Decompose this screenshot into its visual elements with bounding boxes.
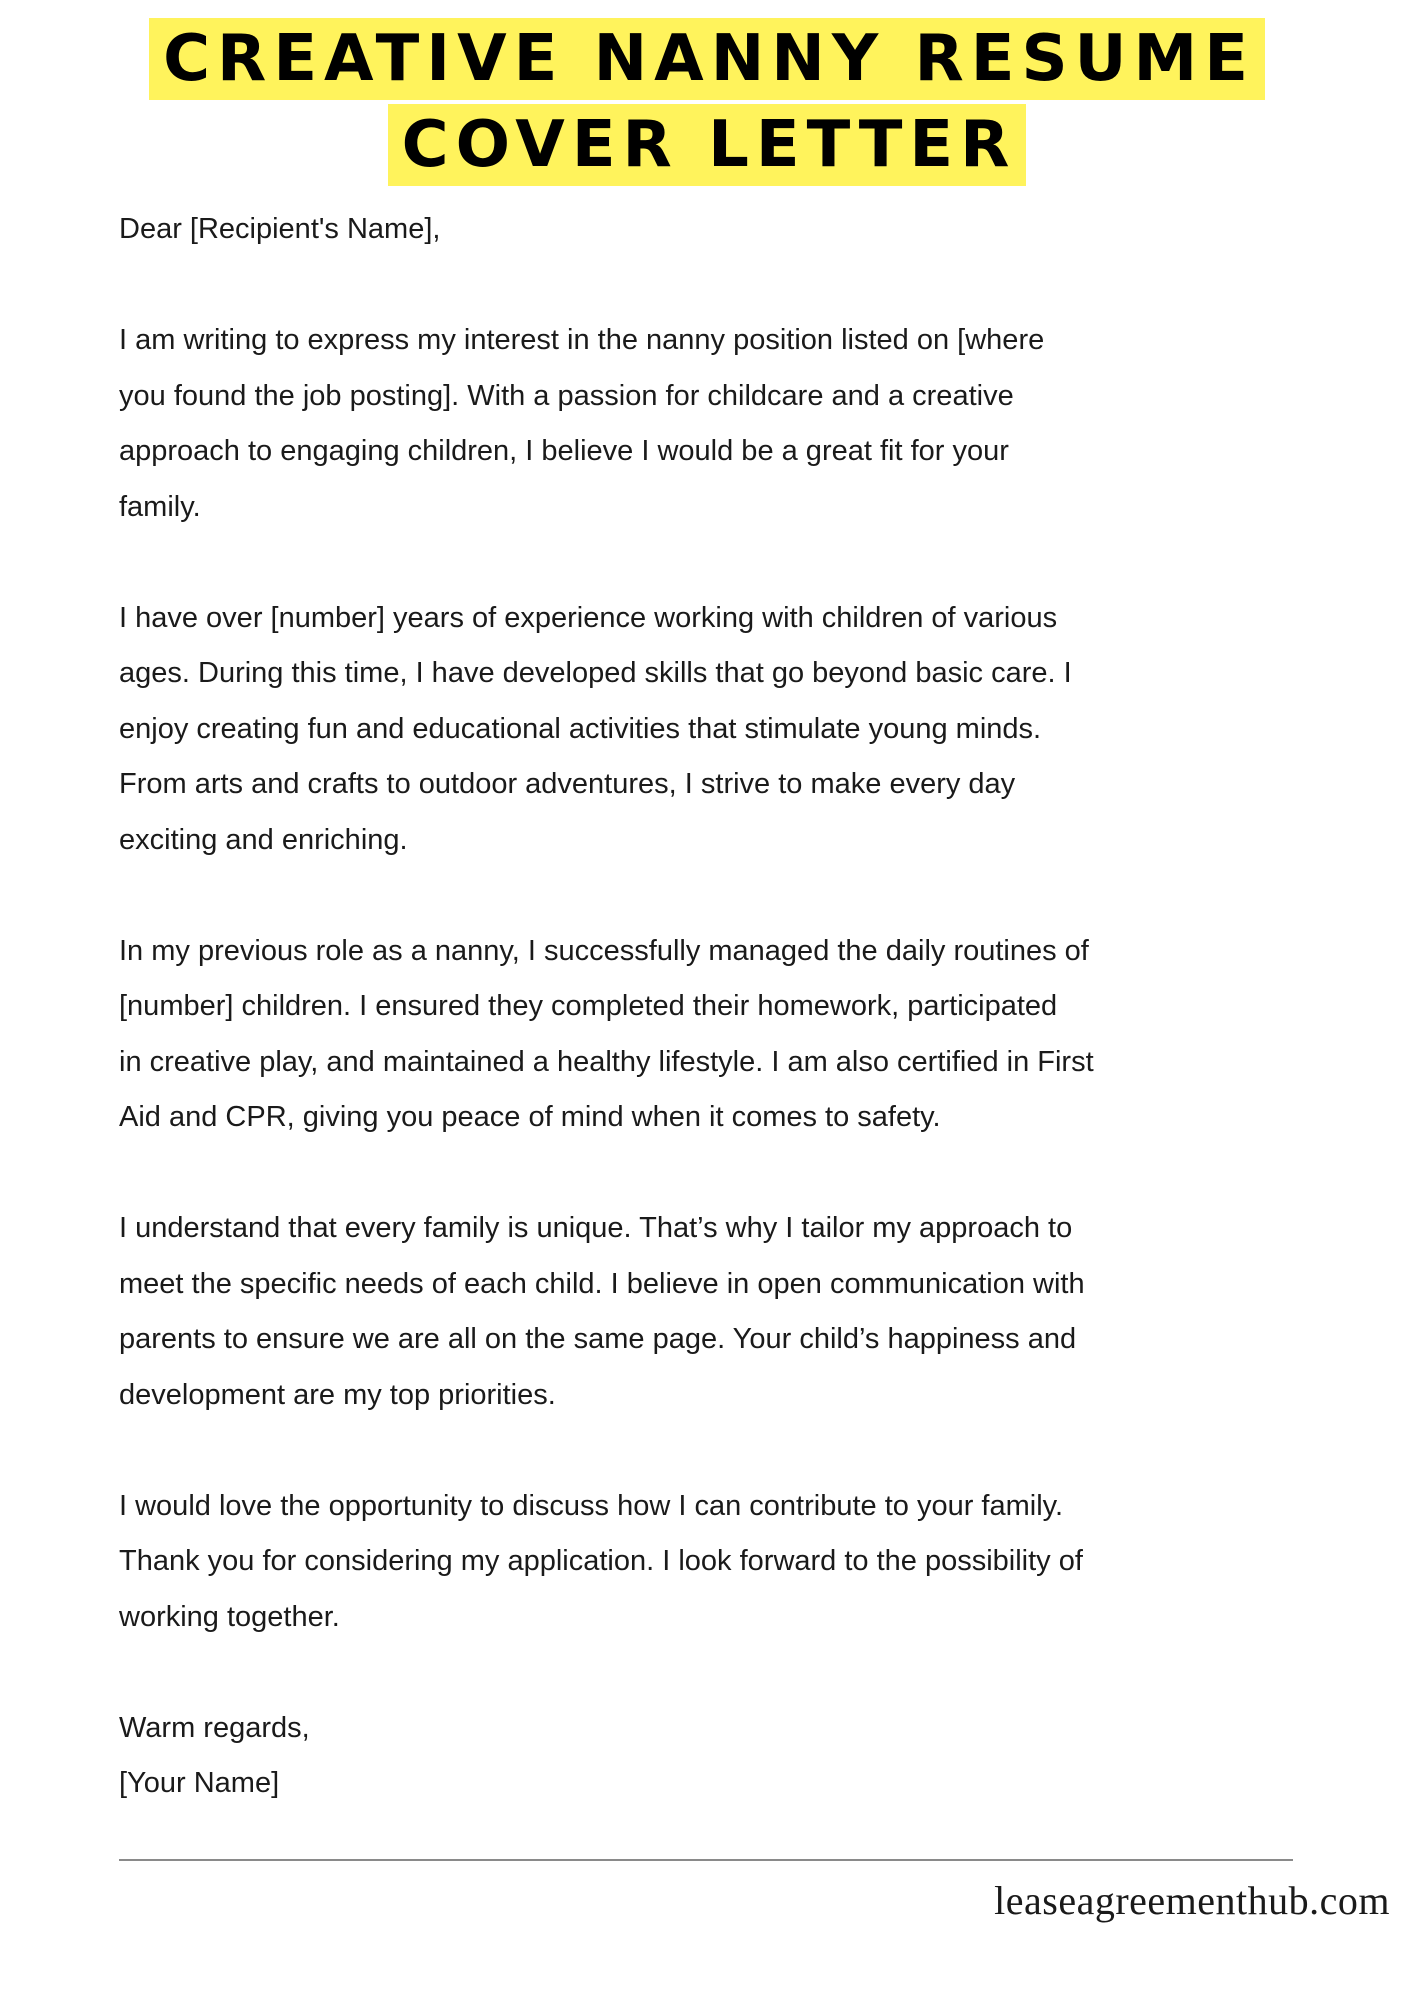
salutation: Dear [Recipient's Name], (119, 213, 441, 245)
signature-name: [Your Name] (119, 1767, 280, 1799)
paragraph-intro: I am writing to express my interest in the nanny position listed on [where you found the job posting]. With a passion for childcare and a creative approach to engaging children, I believe I would be a great fit for your family. (119, 324, 1045, 523)
footer-site-url: leaseagreementhub.com (994, 1878, 1390, 1923)
paragraph-closing-remarks: I would love the opportunity to discuss how I can contribute to your family. Thank you for considering my application. I look forward to the possibility of working together. (119, 1489, 1083, 1633)
sign-off (119, 1701, 1319, 1812)
title-line-2: COVER LETTER (388, 104, 1027, 186)
paragraph-previous-role: In my previous role as a nanny, I successfully managed the daily routines of [number] children. I ensured they completed their homework, participated in creative play, and maintained a healthy lifestyle. I am also certified in First Aid and CPR, giving you peace of mind when it comes to safety. (119, 934, 1094, 1133)
document-title (0, 18, 1414, 186)
letter-body (119, 202, 1319, 1812)
paragraph-experience: I have over [number] years of experience working with children of various ages. During this time, I have developed skills that go beyond basic care. I enjoy creating fun and educational activities that stimulate young minds. From arts and crafts to outdoor adventures, I strive to make every day exciting and enriching. (119, 601, 1072, 856)
footer-divider (119, 1859, 1293, 1861)
closing-phrase: Warm regards, (119, 1711, 310, 1744)
title-line-1: CREATIVE NANNY RESUME (149, 18, 1265, 100)
paragraph-approach: I understand that every family is unique. That’s why I tailor my approach to meet the specific needs of each child. I believe in open communication with parents to ensure we are all on the same page. Your child’s happiness and development are my top priorities. (119, 1212, 1085, 1411)
